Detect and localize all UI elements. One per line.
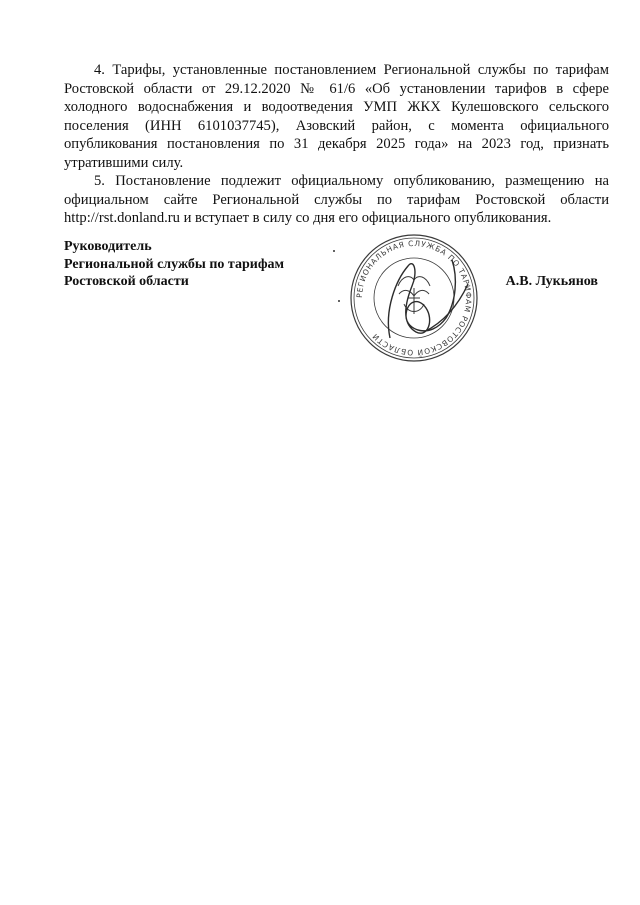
signer-title-line-1: Руководитель xyxy=(64,239,152,254)
scan-speck xyxy=(338,300,340,302)
signer-title-line-2: Региональной службы по тарифам xyxy=(64,256,285,272)
seal-graphic xyxy=(344,228,484,368)
scan-speck xyxy=(333,250,335,252)
signer-title xyxy=(64,238,284,291)
seal-ring-text: РЕГИОНАЛЬНАЯ СЛУЖБА ПО ТАРИФАМ РОСТОВСКОЙ ОБЛАСТИ xyxy=(354,238,474,358)
signature-block xyxy=(64,238,609,338)
official-seal-stamp xyxy=(344,228,484,368)
signer-title-line-3: Ростовской области xyxy=(64,274,189,289)
document-body xyxy=(64,61,609,228)
signer-name: А.В. Лукьянов xyxy=(505,274,598,289)
paragraph-item-4: 4. Тарифы, установленные постановлением Региональной службы по тарифам Ростовской области от 29.12.2020 № 61/6 «Об установлении тарифов в сфере холодного водоснабжения и водоотведения УМП ЖКХ Кулешовского сельского поселения (ИНН 6101037745), Азовский район, с момента официального опубликования постановления по 31 декабря 2025 года» на 2023 год, признать утратившими силу. xyxy=(64,62,609,171)
paragraph-item-5: 5. Постановление подлежит официальному опубликованию, размещению на официальном сайте Региональной службы по тарифам Ростовской области http://rst.donland.ru и вступает в силу со дня его официального опубликования. xyxy=(64,173,609,226)
